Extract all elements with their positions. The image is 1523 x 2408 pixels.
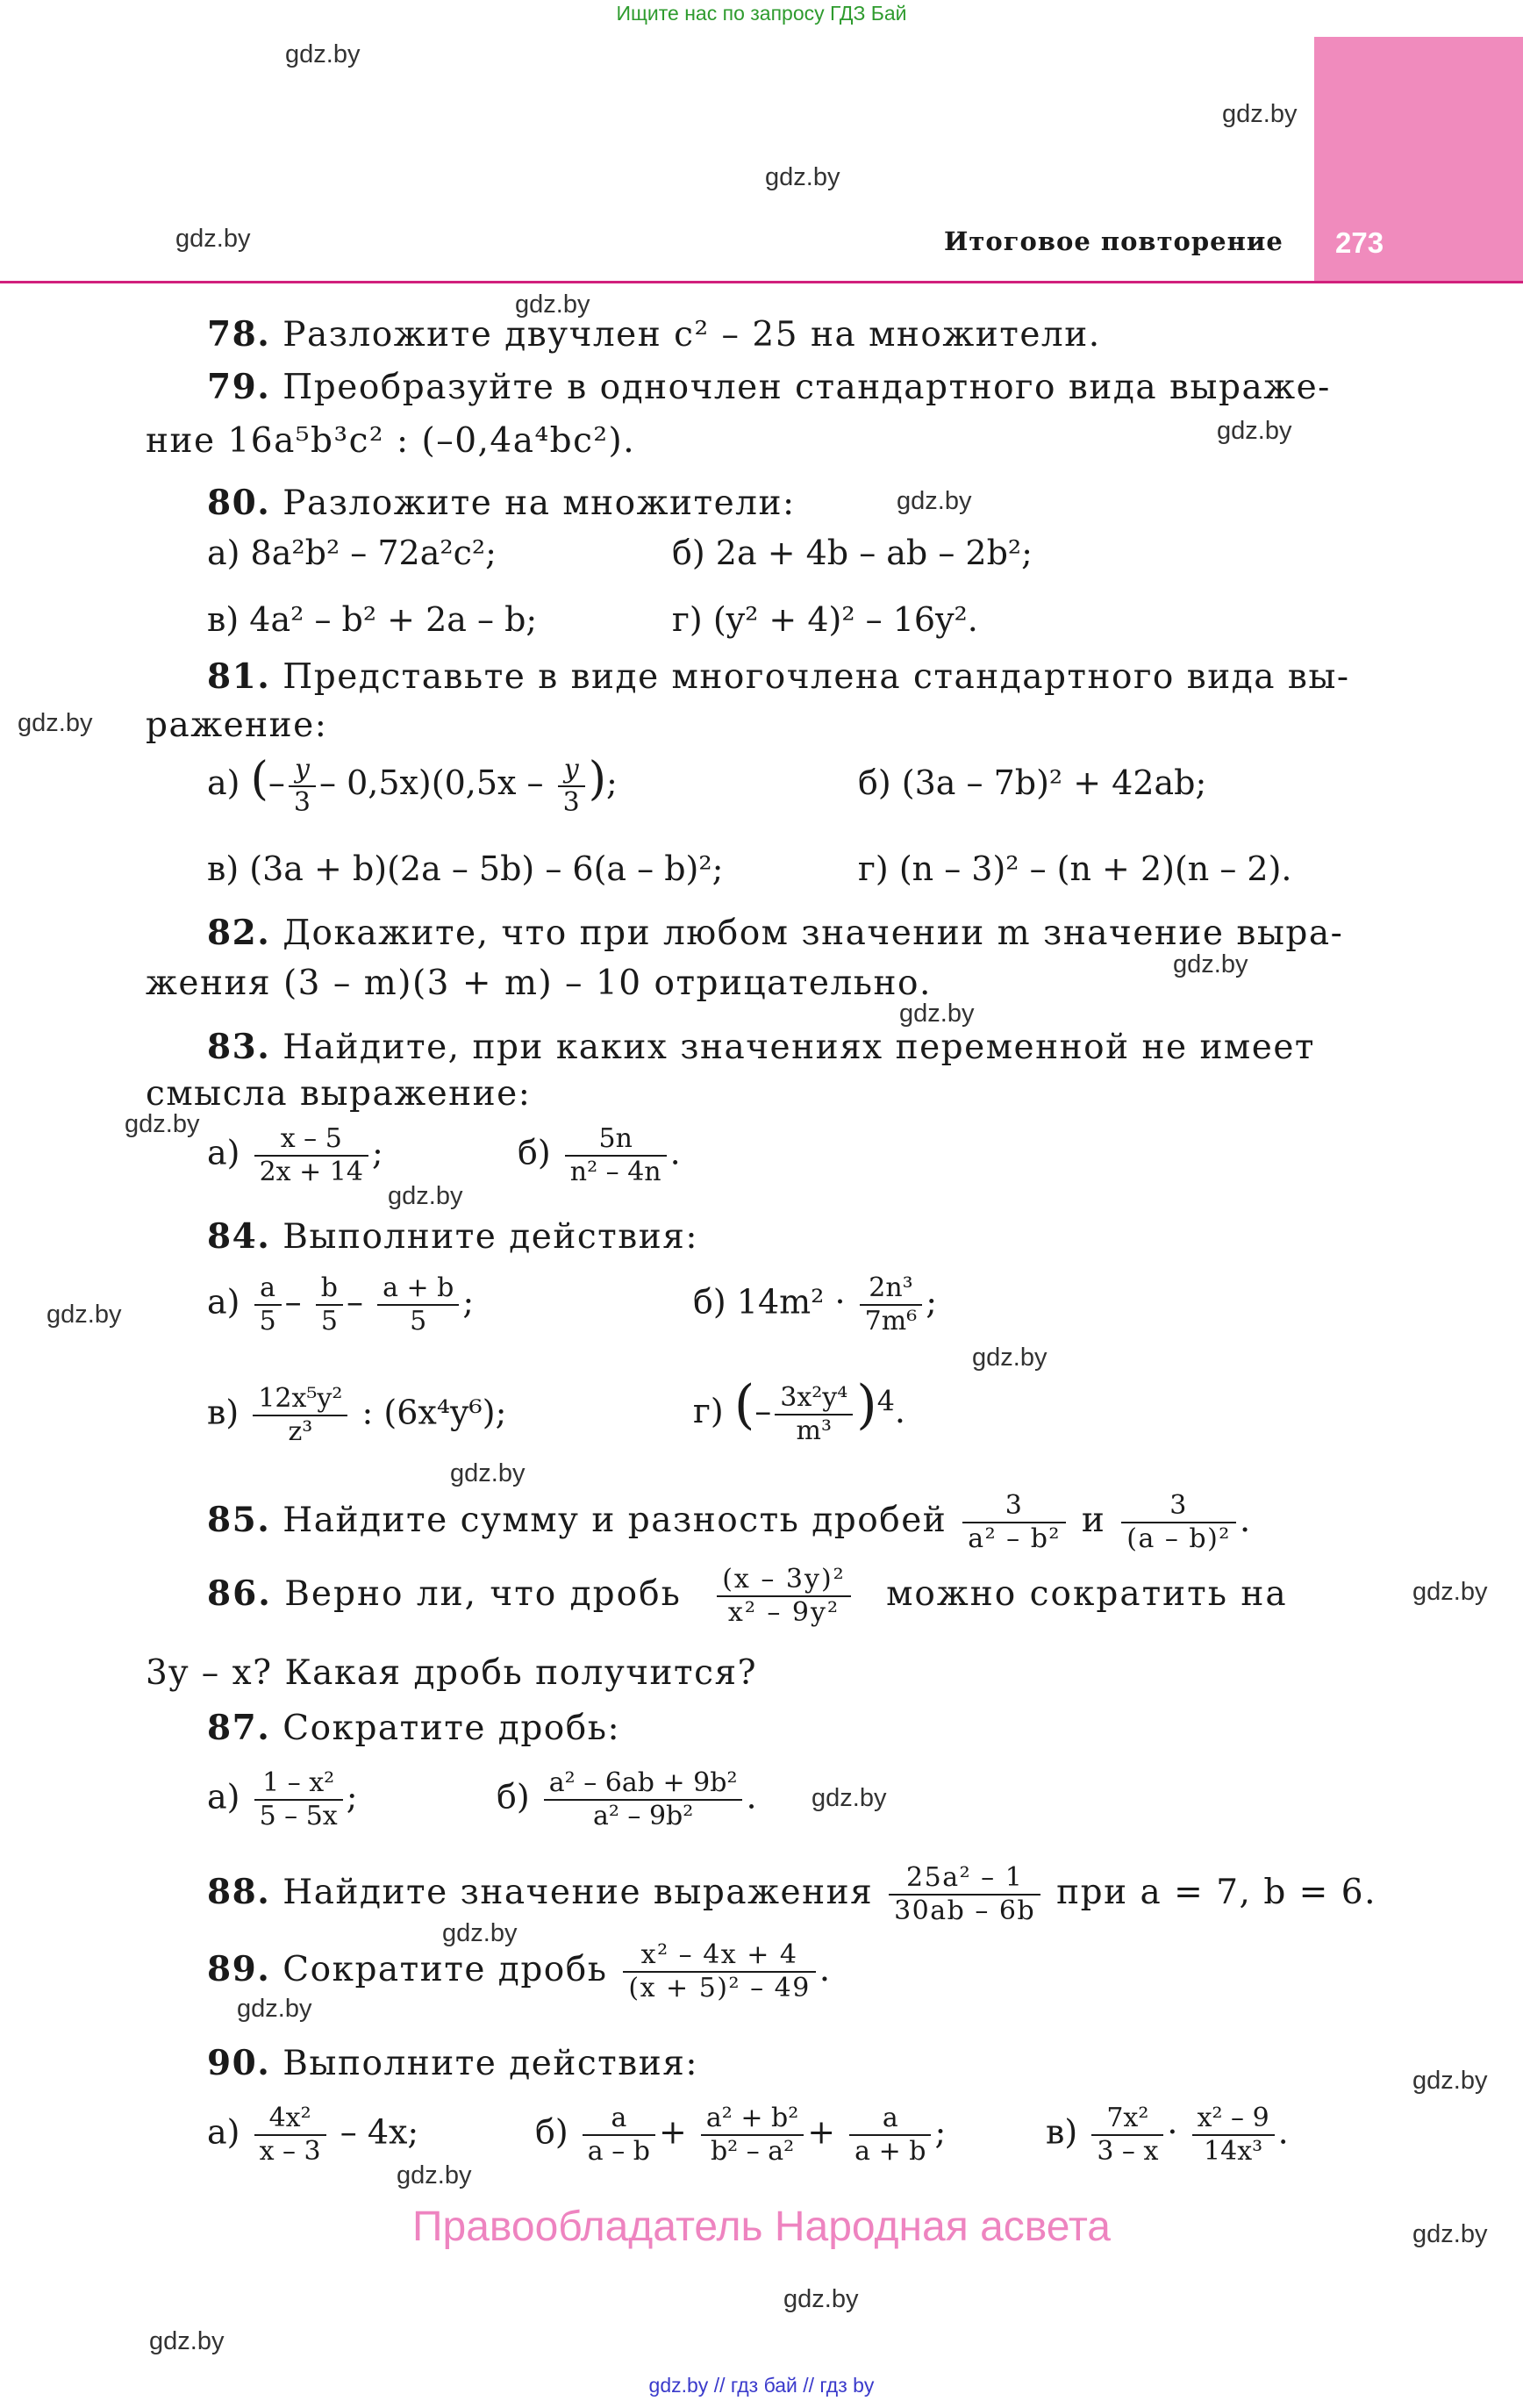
watermark: gdz.by bbox=[175, 225, 251, 253]
header-rule bbox=[0, 281, 1523, 283]
problem-83-a: а) $\frac{x - 5}{2x + 14}$ ; bbox=[207, 1123, 383, 1187]
fraction: $\frac{3}{\text{a² – b²}}$ bbox=[962, 1490, 1066, 1555]
problem-84-d: г) (– $\frac{\text{3x²y⁴}}{\text{m³}}$ )$^4$. bbox=[693, 1374, 905, 1446]
watermark: gdz.by bbox=[765, 163, 840, 191]
watermark: gdz.by bbox=[397, 2161, 472, 2189]
watermark: gdz.by bbox=[1217, 417, 1292, 445]
problem-90-c: в) $\frac{\text{7x²}}{3 - x}$ · $\frac{\text{x² – 9}}{\text{14x³}}$ . bbox=[1046, 2103, 1289, 2167]
fraction: $\frac{\text{2n³}}{\text{7m⁶}}$ bbox=[860, 1272, 923, 1337]
fraction: $\frac{a}{a + b}$ bbox=[849, 2103, 931, 2168]
watermark: gdz.by bbox=[1412, 1578, 1488, 1606]
watermark: gdz.by bbox=[125, 1110, 200, 1138]
section-title: Итоговое повторение bbox=[944, 226, 1283, 256]
problem-number: 89. bbox=[207, 1949, 271, 1989]
watermark: gdz.by bbox=[899, 1000, 975, 1028]
fraction: $\frac{a}{a - b}$ bbox=[583, 2103, 655, 2168]
problem-text: Сократите дробь: bbox=[282, 1709, 621, 1748]
page-number: 273 bbox=[1335, 226, 1384, 259]
problem-80-a: а) 8a²b² – 72a²c²; bbox=[207, 534, 497, 572]
problem-number: 90. bbox=[207, 2043, 271, 2083]
problem-84-a: а) $\frac{a}{5}$ – $\frac{b}{5}$ – $\frac{a + b}{5}$ ; bbox=[207, 1272, 475, 1337]
watermark: gdz.by bbox=[812, 1784, 887, 1812]
watermark: gdz.by bbox=[388, 1182, 463, 1210]
fraction: $\frac{a}{5}$ bbox=[254, 1272, 282, 1337]
fraction: $\frac{\text{7x²}}{3 - x}$ bbox=[1091, 2103, 1163, 2168]
problem-88 bbox=[207, 1862, 1376, 1927]
problem-83-line2: смысла выражение: bbox=[146, 1074, 532, 1114]
fraction: $\frac{\text{a² – 6ab + 9b²}}{\text{a² – 9b²}}$ bbox=[544, 1767, 743, 1832]
fraction: $\frac{3}{\text{(a – b)²}}$ bbox=[1121, 1490, 1236, 1555]
problem-text: Найдите значение выражения bbox=[282, 1873, 874, 1912]
problem-81-d: г) (n – 3)² – (n + 2)(n – 2). bbox=[858, 849, 1292, 888]
problem-87-a: а) $\frac{\text{1 – x²}}{5 - 5x}$ ; bbox=[207, 1767, 358, 1831]
fraction: $\frac{\text{12x⁵y²}}{\text{z³}}$ bbox=[253, 1383, 347, 1448]
problem-90-a: а) $\frac{\text{4x²}}{x - 3}$ – 4x; bbox=[207, 2103, 419, 2167]
watermark: gdz.by bbox=[972, 1344, 1048, 1372]
fraction: $\frac{\text{4x²}}{x - 3}$ bbox=[254, 2103, 326, 2168]
problem-89: 89. Сократите дробь $\frac{\text{x² – 4x + 4}}{\text{(x + 5)² – 49}}$ . bbox=[207, 1939, 832, 2003]
problem-number: 85. bbox=[207, 1500, 271, 1540]
problem-number: 79. bbox=[207, 367, 271, 407]
problem-text: Представьте в виде многочлена стандартного вида вы- bbox=[282, 657, 1350, 697]
problem-number: 82. bbox=[207, 913, 271, 953]
problem-85: 85. Найдите сумму и разность дробей $\frac{3}{\text{a² – b²}}$ и $\frac{3}{\text{(a – b)²}}$ . bbox=[207, 1490, 1252, 1554]
watermark: gdz.by bbox=[897, 487, 972, 515]
problem-84-c: в) $\frac{\text{12x⁵y²}}{\text{z³}}$ : (6x⁴y⁶); bbox=[207, 1383, 507, 1447]
problem-84-b: б) 14m² · $\frac{\text{2n³}}{\text{7m⁶}}$ ; bbox=[693, 1272, 938, 1337]
problem-text: Выполните действия: bbox=[282, 1217, 698, 1257]
problem-84 bbox=[207, 1216, 698, 1257]
problem-number: 86. bbox=[207, 1573, 272, 1614]
problem-number: 78. bbox=[207, 314, 271, 355]
problem-83-b: б) $\frac{5n}{\text{n² – 4n}}$ . bbox=[518, 1123, 681, 1187]
problem-86-line2: 3y – x? Какая дробь получится? bbox=[146, 1653, 757, 1693]
fraction: $\frac{b}{5}$ bbox=[316, 1272, 343, 1337]
fraction: $\frac{\text{x² – 4x + 4}}{\text{(x + 5)² – 49}}$ bbox=[623, 1939, 815, 2004]
item-label: а) bbox=[207, 763, 240, 802]
fraction: $\frac{\text{(x – 3y)²}}{\text{x² – 9y²}}$ bbox=[717, 1564, 850, 1629]
problem-80-b: б) 2a + 4b – ab – 2b²; bbox=[672, 534, 1033, 572]
problem-80-d: г) (y² + 4)² – 16y². bbox=[672, 600, 978, 639]
problem-text: при a = 7, b = 6. bbox=[1056, 1873, 1376, 1912]
problem-number: 88. bbox=[207, 1872, 271, 1912]
problem-text: Преобразуйте в одночлен стандартного вида выраже- bbox=[282, 368, 1331, 407]
problem-82-line2: жения (3 – m)(3 + m) – 10 отрицательно. bbox=[146, 964, 932, 1003]
problem-text: можно сократить на bbox=[886, 1574, 1288, 1614]
problem-text: Разложите двучлен c² – 25 на множители. bbox=[282, 315, 1101, 355]
problem-90 bbox=[207, 2043, 698, 2083]
problem-number: 84. bbox=[207, 1216, 271, 1257]
problem-81 bbox=[207, 656, 1350, 697]
copyright-notice: Правообладатель Народная асвета bbox=[412, 2204, 1111, 2250]
conjunction: и bbox=[1081, 1501, 1106, 1540]
problem-86 bbox=[207, 1564, 1288, 1629]
problem-text: Выполните действия: bbox=[282, 2044, 698, 2083]
watermark: gdz.by bbox=[237, 1995, 312, 2023]
problem-number: 80. bbox=[207, 483, 271, 523]
problem-text: Разложите на множители: bbox=[282, 484, 796, 523]
watermark: gdz.by bbox=[783, 2285, 859, 2313]
fraction: $\frac{\text{x² – 9}}{\text{14x³}}$ bbox=[1192, 2103, 1275, 2168]
watermark: gdz.by bbox=[149, 2327, 225, 2355]
problem-81-line2: ражение: bbox=[146, 706, 328, 745]
fraction: $\frac{x - 5}{2x + 14}$ bbox=[254, 1123, 368, 1188]
watermark: gdz.by bbox=[1412, 2220, 1488, 2248]
problem-text: Верно ли, что дробь bbox=[284, 1574, 682, 1614]
problem-80 bbox=[207, 483, 796, 523]
fraction: $\frac{\text{25a² – 1}}{30ab - 6b}$ bbox=[889, 1862, 1040, 1927]
problem-82 bbox=[207, 913, 1343, 953]
top-note: Ищите нас по запросу ГДЗ Бай bbox=[616, 2, 907, 25]
problem-81-a: а) (– $\frac{y}{3}$ – 0,5x)(0,5x – $\frac{y}{3}$ ); bbox=[207, 753, 618, 818]
problem-78 bbox=[207, 314, 1101, 355]
problem-83 bbox=[207, 1027, 1315, 1067]
fraction: $\frac{a + b}{5}$ bbox=[377, 1272, 459, 1337]
problem-number: 83. bbox=[207, 1027, 271, 1067]
fraction: $\frac{\text{1 – x²}}{5 - 5x}$ bbox=[254, 1767, 343, 1832]
watermark: gdz.by bbox=[285, 40, 361, 68]
problem-number: 87. bbox=[207, 1708, 271, 1748]
problem-text: Докажите, что при любом значении m значение выра- bbox=[282, 914, 1344, 953]
problem-text: Найдите сумму и разность дробей bbox=[282, 1501, 947, 1540]
watermark: gdz.by bbox=[1173, 950, 1248, 978]
watermark: gdz.by bbox=[46, 1301, 122, 1329]
watermark: gdz.by bbox=[450, 1459, 526, 1487]
fraction: $\frac{y}{3}$ bbox=[558, 754, 585, 819]
fraction: $\frac{\text{a² + b²}}{\text{b² – a²}}$ bbox=[701, 2103, 804, 2168]
watermark: gdz.by bbox=[515, 290, 590, 319]
fraction: $\frac{y}{3}$ bbox=[289, 754, 316, 819]
watermark: gdz.by bbox=[442, 1919, 518, 1947]
expression-part: 0,5x)(0,5x – bbox=[347, 763, 544, 802]
problem-87-b: б) $\frac{\text{a² – 6ab + 9b²}}{\text{a² – 9b²}}$ . bbox=[497, 1767, 757, 1831]
watermark: gdz.by bbox=[1222, 100, 1298, 128]
problem-81-b: б) (3a – 7b)² + 42ab; bbox=[858, 763, 1207, 802]
problem-text: Найдите, при каких значениях переменной не имеет bbox=[282, 1028, 1316, 1067]
problem-87 bbox=[207, 1708, 620, 1748]
problem-79 bbox=[207, 367, 1331, 407]
fraction: $\frac{\text{3x²y⁴}}{\text{m³}}$ bbox=[775, 1382, 853, 1447]
problem-81-c: в) (3a + b)(2a – 5b) – 6(a – b)²; bbox=[207, 849, 724, 888]
problem-90-b: б) $\frac{a}{a - b}$ + $\frac{\text{a² + b²}}{\text{b² – a²}}$ + $\frac{a}{a + b}$ ; bbox=[535, 2103, 947, 2167]
problem-text: Сократите дробь bbox=[282, 1950, 608, 1989]
problem-79-line2: ние 16a⁵b³c² : (–0,4a⁴bc²). bbox=[146, 421, 636, 461]
watermark: gdz.by bbox=[18, 709, 93, 737]
problem-80-c: в) 4a² – b² + 2a – b; bbox=[207, 600, 538, 639]
problem-number: 81. bbox=[207, 656, 271, 697]
fraction: $\frac{5n}{\text{n² – 4n}}$ bbox=[565, 1123, 667, 1188]
footer-links: gdz.by // гдз бай // гдз by bbox=[648, 2374, 875, 2397]
watermark: gdz.by bbox=[1412, 2067, 1488, 2095]
